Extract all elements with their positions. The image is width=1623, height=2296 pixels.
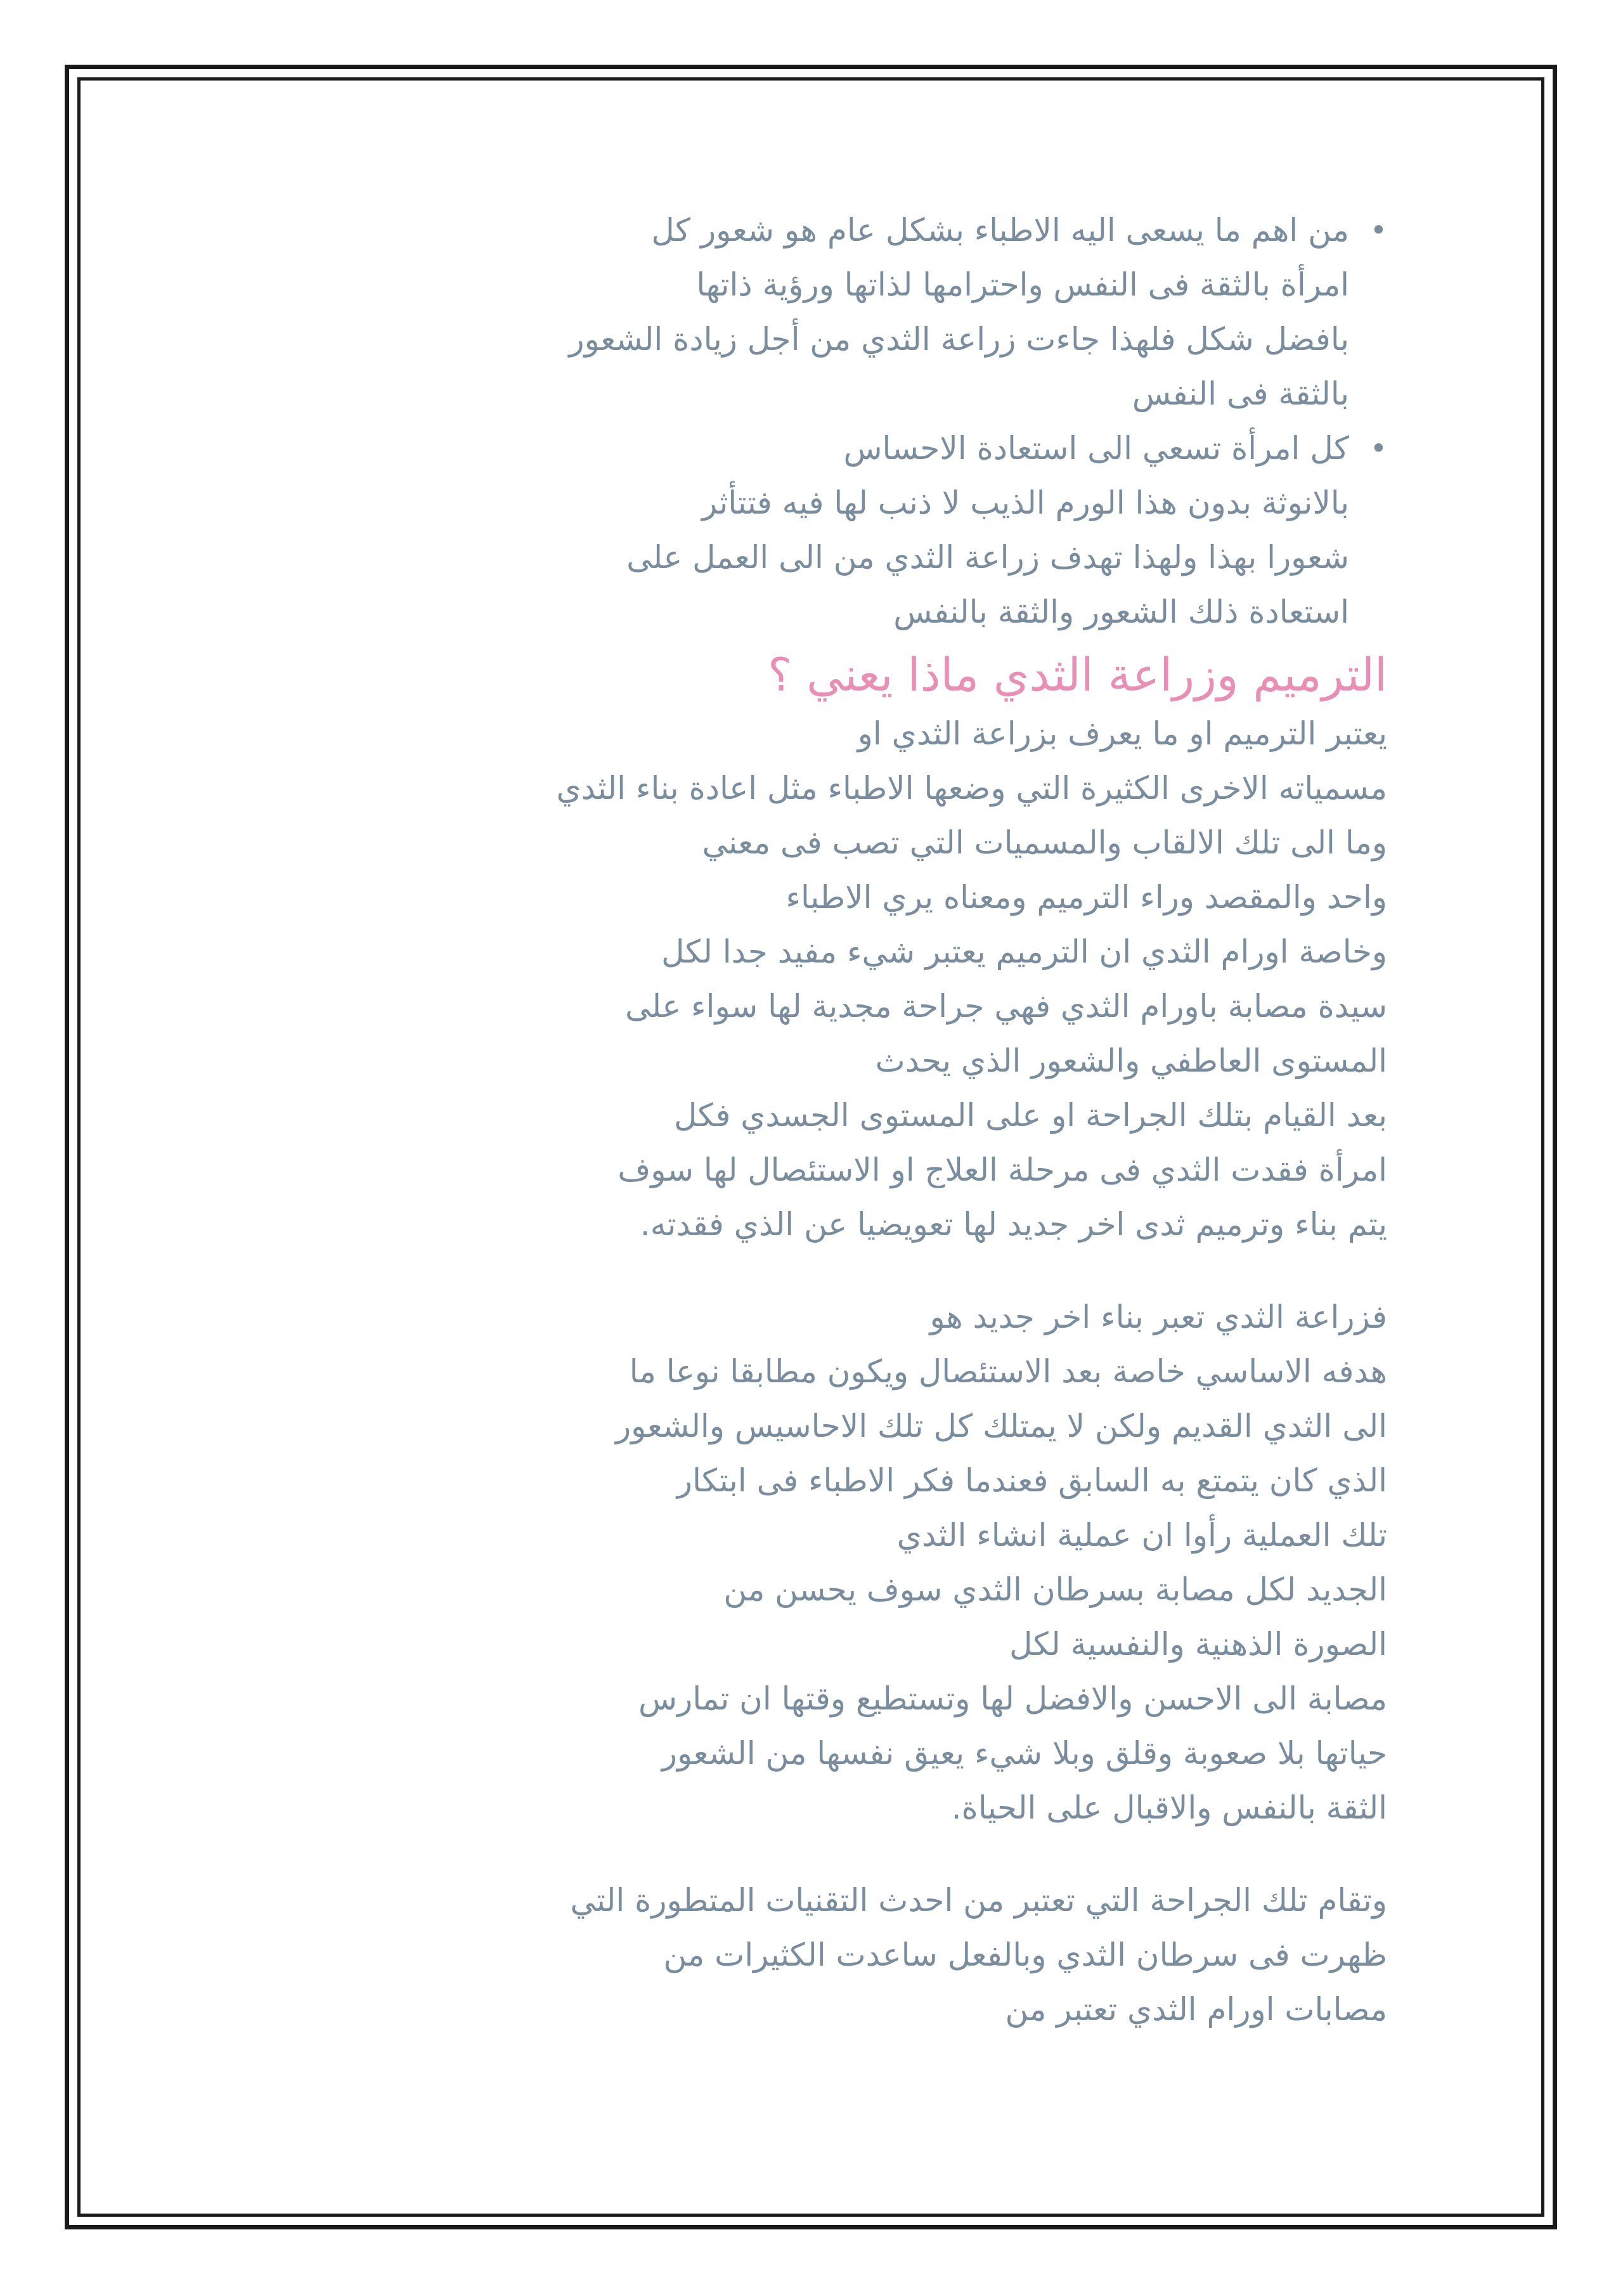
text-line: وتقام تلك الجراحة التي تعتبر من احدث التقنيات المتطورة التي bbox=[570, 1882, 1387, 1919]
text-line: الذي كان يتمتع به السابق فعندما فكر الاطباء فى ابتكار bbox=[676, 1462, 1387, 1499]
text-line: وخاصة اورام الثدي ان الترميم يعتبر شيء مفيد جدا لكل bbox=[661, 933, 1387, 970]
text-line: يعتبر الترميم او ما يعرف بزراعة الثدي او bbox=[857, 715, 1387, 752]
text-line: بافضل شكل فلهذا جاءت زراعة الثدي من أجل زيادة الشعور bbox=[569, 321, 1349, 358]
text-line: سيدة مصابة باورام الثدي فهي جراحة مجدية لها سواء على bbox=[625, 988, 1387, 1025]
text-line: تلك العملية رأوا ان عملية انشاء الثدي bbox=[896, 1517, 1387, 1553]
text-line: المستوى العاطفي والشعور الذي يحدث bbox=[875, 1042, 1387, 1079]
text-line: مصابة الى الاحسن والافضل لها وتستطيع وقتها ان تمارس bbox=[638, 1680, 1387, 1717]
text-line: شعورا بهذا ولهذا تهدف زراعة الثدي من الى العمل على bbox=[626, 539, 1349, 576]
text-line: بالثقة فى النفس bbox=[1132, 375, 1349, 412]
text-line: ظهرت فى سرطان الثدي وبالفعل ساعدت الكثيرات من bbox=[663, 1936, 1387, 1973]
paragraph-spacer bbox=[190, 1835, 1387, 1873]
bullet-item-1 bbox=[190, 203, 1349, 421]
text-line: بعد القيام بتلك الجراحة او على المستوى الجسدي فكل bbox=[674, 1097, 1387, 1134]
text-line: الى الثدي القديم ولكن لا يمتلك كل تلك الاحاسيس والشعور bbox=[616, 1408, 1387, 1444]
text-line: بالانوثة بدون هذا الورم الذيب لا ذنب لها فيه فتتأثر bbox=[701, 484, 1349, 521]
text-line: وما الى تلك الالقاب والمسميات التي تصب فى معني bbox=[702, 824, 1387, 861]
text-line: استعادة ذلك الشعور والثقة بالنفس bbox=[893, 593, 1349, 630]
text-line: الثقة بالنفس والاقبال على الحياة. bbox=[951, 1789, 1387, 1826]
text-line: مسمياته الاخرى الكثيرة التي وضعها الاطباء مثل اعادة بناء الثدي bbox=[556, 770, 1387, 807]
paragraph-spacer bbox=[190, 1252, 1387, 1290]
section-heading: الترميم وزراعة الثدي ماذا يعني ؟ bbox=[767, 648, 1387, 701]
text-line: واحد والمقصد وراء الترميم ومعناه يري الاطباء bbox=[786, 879, 1387, 916]
text-line: مصابات اورام الثدي تعتبر من bbox=[1005, 1991, 1387, 2028]
text-line: • كل امرأة تسعي الى استعادة الاحساس bbox=[843, 430, 1349, 467]
text-line: امرأة بالثقة فى النفس واحترامها لذاتها ورؤية ذاتها bbox=[696, 266, 1349, 303]
bullet-list bbox=[190, 203, 1387, 639]
bullet-item-2 bbox=[190, 421, 1349, 639]
paragraph-1 bbox=[190, 706, 1387, 1252]
text-line: حياتها بلا صعوبة وقلق وبلا شيء يعيق نفسها من الشعور bbox=[661, 1735, 1387, 1772]
paragraph-3 bbox=[190, 1873, 1387, 2037]
text-line: الصورة الذهنية والنفسية لكل bbox=[1009, 1626, 1387, 1663]
text-line: يتم بناء وترميم ثدى اخر جديد لها تعويضيا عن الذي فقدته. bbox=[640, 1206, 1387, 1243]
text-line: هدفه الاساسي خاصة بعد الاستئصال ويكون مطابقا نوعا ما bbox=[629, 1353, 1387, 1390]
document-body bbox=[190, 203, 1387, 2037]
text-line: • من اهم ما يسعى اليه الاطباء بشكل عام هو شعور كل bbox=[651, 212, 1349, 249]
text-line: امرأة فقدت الثدي فى مرحلة العلاج او الاستئصال لها سوف bbox=[618, 1151, 1387, 1188]
text-line: فزراعة الثدي تعبر بناء اخر جديد هو bbox=[929, 1299, 1387, 1335]
text-line: الجديد لكل مصابة بسرطان الثدي سوف يحسن من bbox=[723, 1571, 1387, 1608]
paragraph-2 bbox=[190, 1290, 1387, 1835]
